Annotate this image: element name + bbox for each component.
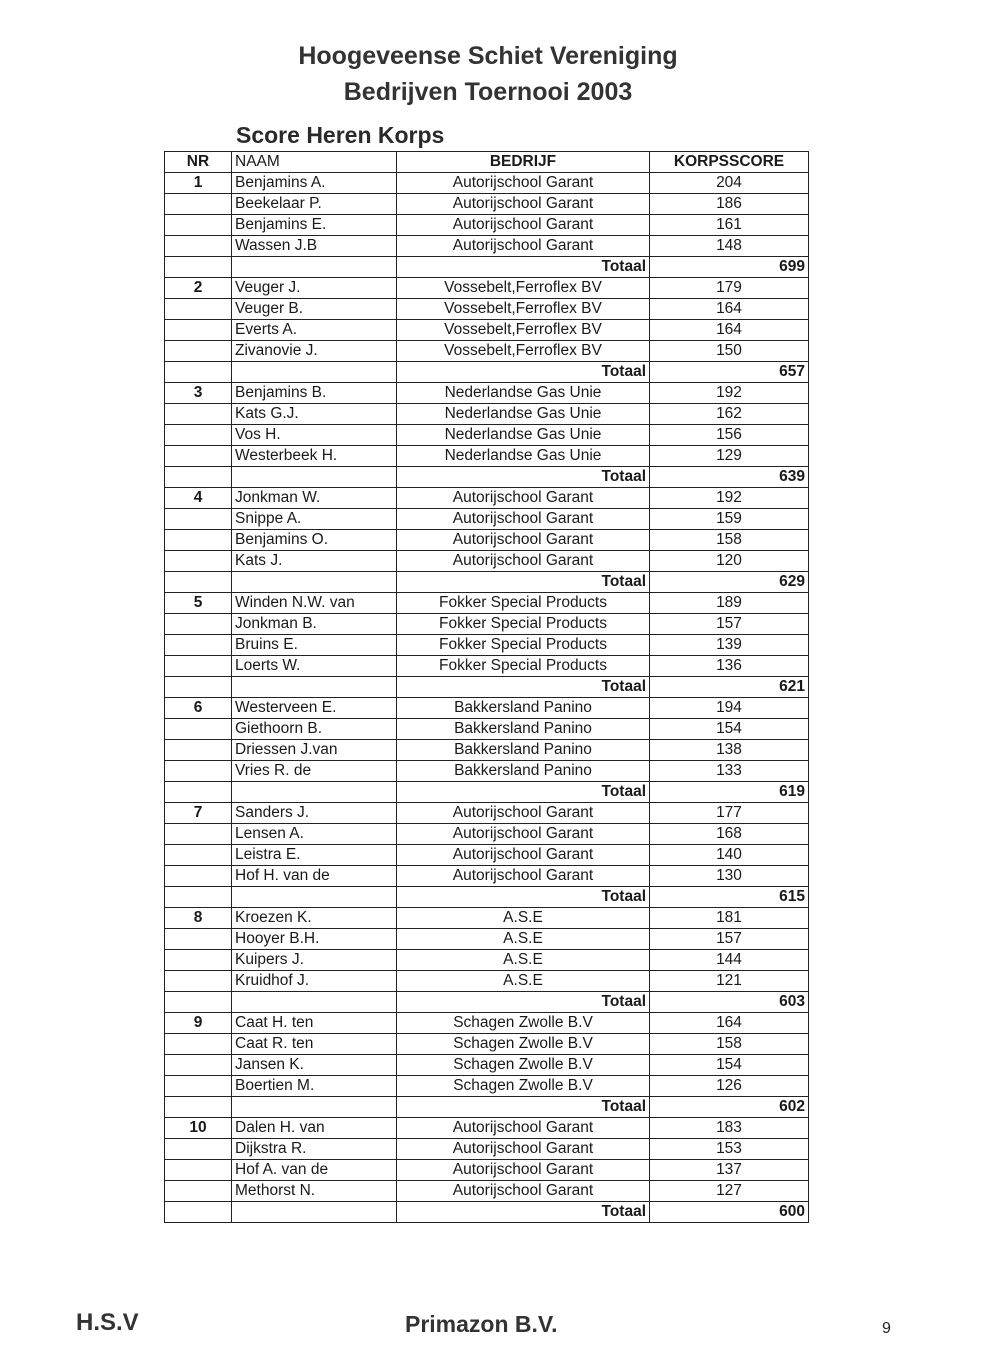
member-score: 153 [650, 1139, 809, 1160]
member-company: Bakkersland Panino [397, 719, 650, 740]
score-table [164, 151, 809, 1223]
team-number [165, 635, 232, 656]
empty-cell [232, 887, 397, 908]
team-number [165, 1076, 232, 1097]
member-name: Boertien M. [232, 1076, 397, 1097]
member-name: Dijkstra R. [232, 1139, 397, 1160]
table-row [165, 299, 809, 320]
table-row [165, 1034, 809, 1055]
table-row [165, 173, 809, 194]
member-company: Autorijschool Garant [397, 824, 650, 845]
table-row [165, 761, 809, 782]
member-name: Leistra E. [232, 845, 397, 866]
table-row [165, 593, 809, 614]
member-score: 162 [650, 404, 809, 425]
member-name: Winden N.W. van [232, 593, 397, 614]
team-number [165, 530, 232, 551]
empty-cell [232, 467, 397, 488]
empty-cell [232, 1202, 397, 1223]
team-number [165, 845, 232, 866]
member-score: 204 [650, 173, 809, 194]
table-row [165, 1055, 809, 1076]
team-number: 6 [165, 698, 232, 719]
member-name: Benjamins O. [232, 530, 397, 551]
table-row [165, 845, 809, 866]
section-title: Score Heren Korps [236, 122, 445, 148]
empty-cell [232, 992, 397, 1013]
team-number: 8 [165, 908, 232, 929]
team-total-score: 699 [650, 257, 809, 278]
column-header-nr: NR [165, 152, 232, 173]
empty-cell [165, 1097, 232, 1118]
team-total-score: 615 [650, 887, 809, 908]
member-company: Nederlandse Gas Unie [397, 446, 650, 467]
member-name: Hooyer B.H. [232, 929, 397, 950]
member-score: 139 [650, 635, 809, 656]
member-score: 161 [650, 215, 809, 236]
member-company: Autorijschool Garant [397, 173, 650, 194]
member-name: Methorst N. [232, 1181, 397, 1202]
member-company: Bakkersland Panino [397, 740, 650, 761]
totaal-label: Totaal [397, 1097, 650, 1118]
member-company: A.S.E [397, 908, 650, 929]
member-company: Autorijschool Garant [397, 236, 650, 257]
member-name: Snippe A. [232, 509, 397, 530]
team-total-score: 602 [650, 1097, 809, 1118]
totaal-label: Totaal [397, 887, 650, 908]
table-row [165, 950, 809, 971]
team-number [165, 509, 232, 530]
table-row [165, 509, 809, 530]
table-row [165, 1076, 809, 1097]
member-name: Caat R. ten [232, 1034, 397, 1055]
member-company: Autorijschool Garant [397, 530, 650, 551]
member-name: Everts A. [232, 320, 397, 341]
team-number [165, 404, 232, 425]
team-number [165, 950, 232, 971]
table-row [165, 446, 809, 467]
member-score: 179 [650, 278, 809, 299]
member-score: 159 [650, 509, 809, 530]
member-name: Benjamins A. [232, 173, 397, 194]
table-row [165, 971, 809, 992]
member-name: Westerbeek H. [232, 446, 397, 467]
table-row [165, 698, 809, 719]
team-number [165, 614, 232, 635]
column-header-korpsscore: KORPSSCORE [650, 152, 809, 173]
member-name: Driessen J.van [232, 740, 397, 761]
member-company: Autorijschool Garant [397, 194, 650, 215]
member-score: 154 [650, 1055, 809, 1076]
table-row [165, 656, 809, 677]
empty-cell [232, 677, 397, 698]
member-score: 164 [650, 299, 809, 320]
column-header-naam: NAAM [232, 152, 397, 173]
member-score: 186 [650, 194, 809, 215]
member-name: Hof A. van de [232, 1160, 397, 1181]
team-number [165, 425, 232, 446]
member-name: Kats J. [232, 551, 397, 572]
table-row [165, 530, 809, 551]
member-name: Kuipers J. [232, 950, 397, 971]
member-score: 177 [650, 803, 809, 824]
team-number: 7 [165, 803, 232, 824]
member-score: 138 [650, 740, 809, 761]
member-score: 154 [650, 719, 809, 740]
member-name: Benjamins E. [232, 215, 397, 236]
member-name: Zivanovie J. [232, 341, 397, 362]
team-total-row [165, 1202, 809, 1223]
empty-cell [232, 362, 397, 383]
table-row [165, 488, 809, 509]
member-company: Fokker Special Products [397, 614, 650, 635]
member-score: 158 [650, 530, 809, 551]
member-company: Vossebelt,Ferroflex BV [397, 299, 650, 320]
team-total-score: 639 [650, 467, 809, 488]
team-total-row [165, 1097, 809, 1118]
table-row [165, 719, 809, 740]
team-number [165, 215, 232, 236]
member-name: Vries R. de [232, 761, 397, 782]
team-number [165, 824, 232, 845]
member-company: Nederlandse Gas Unie [397, 404, 650, 425]
member-name: Giethoorn B. [232, 719, 397, 740]
table-row [165, 1139, 809, 1160]
empty-cell [232, 257, 397, 278]
table-row [165, 236, 809, 257]
score-table-body [165, 152, 809, 1223]
member-company: Autorijschool Garant [397, 488, 650, 509]
team-total-score: 619 [650, 782, 809, 803]
team-number [165, 446, 232, 467]
member-score: 137 [650, 1160, 809, 1181]
member-name: Lensen A. [232, 824, 397, 845]
member-company: A.S.E [397, 929, 650, 950]
table-row [165, 824, 809, 845]
member-score: 192 [650, 488, 809, 509]
totaal-label: Totaal [397, 362, 650, 383]
member-company: Schagen Zwolle B.V [397, 1076, 650, 1097]
team-total-row [165, 467, 809, 488]
table-row [165, 866, 809, 887]
totaal-label: Totaal [397, 467, 650, 488]
table-row [165, 404, 809, 425]
member-company: Schagen Zwolle B.V [397, 1034, 650, 1055]
team-number [165, 761, 232, 782]
team-number [165, 1181, 232, 1202]
table-row [165, 908, 809, 929]
member-score: 192 [650, 383, 809, 404]
member-company: Autorijschool Garant [397, 866, 650, 887]
table-header-row [165, 152, 809, 173]
member-score: 157 [650, 929, 809, 950]
page-number: 9 [882, 1320, 891, 1337]
member-company: Schagen Zwolle B.V [397, 1013, 650, 1034]
team-number [165, 194, 232, 215]
team-total-row [165, 572, 809, 593]
empty-cell [165, 362, 232, 383]
table-row [165, 1181, 809, 1202]
member-score: 164 [650, 320, 809, 341]
team-number [165, 1139, 232, 1160]
team-total-score: 621 [650, 677, 809, 698]
member-name: Veuger B. [232, 299, 397, 320]
team-number [165, 656, 232, 677]
team-total-row [165, 677, 809, 698]
team-number [165, 236, 232, 257]
member-company: Autorijschool Garant [397, 551, 650, 572]
member-name: Dalen H. van [232, 1118, 397, 1139]
member-score: 136 [650, 656, 809, 677]
member-score: 164 [650, 1013, 809, 1034]
member-score: 158 [650, 1034, 809, 1055]
member-company: Autorijschool Garant [397, 215, 650, 236]
team-number [165, 1160, 232, 1181]
totaal-label: Totaal [397, 677, 650, 698]
member-score: 129 [650, 446, 809, 467]
team-number [165, 320, 232, 341]
member-name: Benjamins B. [232, 383, 397, 404]
empty-cell [165, 1202, 232, 1223]
empty-cell [165, 887, 232, 908]
member-score: 168 [650, 824, 809, 845]
member-name: Kruidhof J. [232, 971, 397, 992]
member-company: Vossebelt,Ferroflex BV [397, 320, 650, 341]
member-company: Nederlandse Gas Unie [397, 425, 650, 446]
member-score: 127 [650, 1181, 809, 1202]
member-name: Hof H. van de [232, 866, 397, 887]
member-company: Fokker Special Products [397, 635, 650, 656]
empty-cell [165, 572, 232, 593]
member-company: Autorijschool Garant [397, 803, 650, 824]
team-number [165, 299, 232, 320]
table-row [165, 740, 809, 761]
empty-cell [232, 782, 397, 803]
footer-club-abbreviation: H.S.V [76, 1309, 139, 1336]
member-company: Autorijschool Garant [397, 509, 650, 530]
team-number: 4 [165, 488, 232, 509]
member-company: Autorijschool Garant [397, 845, 650, 866]
team-number [165, 1034, 232, 1055]
team-number [165, 719, 232, 740]
member-company: Autorijschool Garant [397, 1181, 650, 1202]
team-total-score: 600 [650, 1202, 809, 1223]
member-name: Beekelaar P. [232, 194, 397, 215]
team-total-score: 657 [650, 362, 809, 383]
member-company: Autorijschool Garant [397, 1160, 650, 1181]
team-number: 2 [165, 278, 232, 299]
table-row [165, 278, 809, 299]
team-number: 5 [165, 593, 232, 614]
team-total-row [165, 887, 809, 908]
team-number [165, 929, 232, 950]
team-number: 1 [165, 173, 232, 194]
team-number: 9 [165, 1013, 232, 1034]
member-score: 148 [650, 236, 809, 257]
member-company: Vossebelt,Ferroflex BV [397, 341, 650, 362]
member-name: Wassen J.B [232, 236, 397, 257]
table-row [165, 194, 809, 215]
member-score: 126 [650, 1076, 809, 1097]
member-name: Jansen K. [232, 1055, 397, 1076]
table-row [165, 320, 809, 341]
member-name: Kroezen K. [232, 908, 397, 929]
table-row [165, 551, 809, 572]
member-company: Bakkersland Panino [397, 761, 650, 782]
team-total-score: 603 [650, 992, 809, 1013]
table-row [165, 425, 809, 446]
empty-cell [165, 992, 232, 1013]
member-name: Veuger J. [232, 278, 397, 299]
empty-cell [165, 257, 232, 278]
team-number [165, 866, 232, 887]
member-company: Autorijschool Garant [397, 1118, 650, 1139]
member-company: A.S.E [397, 950, 650, 971]
team-number [165, 341, 232, 362]
table-row [165, 215, 809, 236]
team-number: 10 [165, 1118, 232, 1139]
totaal-label: Totaal [397, 572, 650, 593]
column-header-bedrijf: BEDRIJF [397, 152, 650, 173]
team-number [165, 971, 232, 992]
table-row [165, 803, 809, 824]
table-row [165, 341, 809, 362]
member-company: Bakkersland Panino [397, 698, 650, 719]
team-total-row [165, 992, 809, 1013]
member-score: 121 [650, 971, 809, 992]
member-score: 181 [650, 908, 809, 929]
member-company: Fokker Special Products [397, 593, 650, 614]
team-total-row [165, 782, 809, 803]
team-number [165, 1055, 232, 1076]
document-subtitle: Bedrijven Toernooi 2003 [343, 78, 633, 106]
table-row [165, 635, 809, 656]
member-score: 157 [650, 614, 809, 635]
footer-sponsor: Primazon B.V. [405, 1311, 558, 1337]
team-number [165, 740, 232, 761]
member-name: Westerveen E. [232, 698, 397, 719]
table-row [165, 614, 809, 635]
member-name: Jonkman W. [232, 488, 397, 509]
member-company: Autorijschool Garant [397, 1139, 650, 1160]
member-score: 140 [650, 845, 809, 866]
member-score: 183 [650, 1118, 809, 1139]
empty-cell [165, 467, 232, 488]
table-row [165, 1013, 809, 1034]
member-score: 133 [650, 761, 809, 782]
member-name: Vos H. [232, 425, 397, 446]
team-total-row [165, 257, 809, 278]
team-total-row [165, 362, 809, 383]
totaal-label: Totaal [397, 257, 650, 278]
team-number: 3 [165, 383, 232, 404]
member-score: 120 [650, 551, 809, 572]
team-total-score: 629 [650, 572, 809, 593]
member-score: 150 [650, 341, 809, 362]
table-row [165, 383, 809, 404]
member-company: A.S.E [397, 971, 650, 992]
totaal-label: Totaal [397, 782, 650, 803]
member-name: Caat H. ten [232, 1013, 397, 1034]
member-name: Sanders J. [232, 803, 397, 824]
table-row [165, 929, 809, 950]
document-title: Hoogeveense Schiet Vereniging [298, 42, 678, 70]
empty-cell [165, 677, 232, 698]
member-company: Vossebelt,Ferroflex BV [397, 278, 650, 299]
empty-cell [165, 782, 232, 803]
totaal-label: Totaal [397, 992, 650, 1013]
table-row [165, 1160, 809, 1181]
member-score: 144 [650, 950, 809, 971]
member-name: Kats G.J. [232, 404, 397, 425]
team-number [165, 551, 232, 572]
member-company: Fokker Special Products [397, 656, 650, 677]
member-score: 194 [650, 698, 809, 719]
empty-cell [232, 572, 397, 593]
member-company: Schagen Zwolle B.V [397, 1055, 650, 1076]
member-score: 189 [650, 593, 809, 614]
totaal-label: Totaal [397, 1202, 650, 1223]
member-name: Bruins E. [232, 635, 397, 656]
table-row [165, 1118, 809, 1139]
member-name: Loerts W. [232, 656, 397, 677]
member-company: Nederlandse Gas Unie [397, 383, 650, 404]
empty-cell [232, 1097, 397, 1118]
member-name: Jonkman B. [232, 614, 397, 635]
member-score: 130 [650, 866, 809, 887]
member-score: 156 [650, 425, 809, 446]
